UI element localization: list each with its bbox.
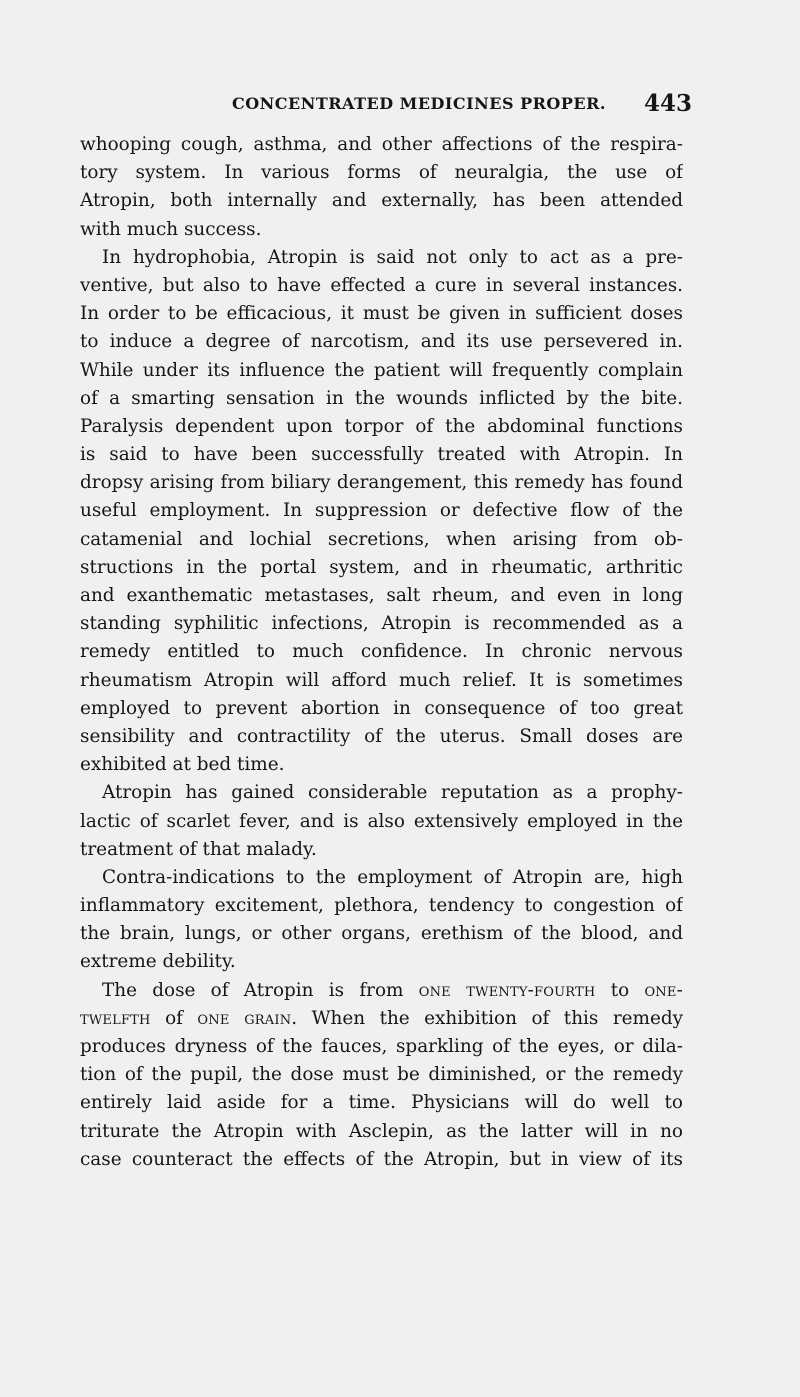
dose-amount: twelfth	[80, 1007, 151, 1029]
text-line: exhibited at bed time.	[80, 754, 285, 776]
text-line: case counteract the effects of the Atropin, but in view of its	[80, 1148, 683, 1170]
text-line: with much success.	[80, 218, 262, 240]
text-line: standing syphilitic infections, Atropin is recommended as a	[80, 613, 683, 635]
text-line: catamenial and lochial secretions, when arising from ob-	[80, 528, 683, 550]
text-line: sensibility and contractility of the uterus. Small doses are	[80, 725, 683, 747]
text-line: Contra-indications to the employment of Atropin are, high	[102, 866, 683, 888]
text-line: dropsy arising from biliary derangement, this remedy has found	[80, 472, 683, 494]
running-head-title: CONCENTRATED MEDICINES PROPER.	[232, 94, 606, 113]
page-number: 443	[644, 90, 693, 117]
dose-prefix: The dose of Atropin is from	[102, 979, 419, 1001]
text-line: inflammatory excitement, plethora, tendency to congestion of	[80, 895, 683, 917]
text-line: Paralysis dependent upon torpor of the abdominal functions	[80, 415, 683, 437]
dose-amount-to: one-	[644, 979, 683, 1001]
text-line: Atropin, both internally and externally, has been attended	[80, 190, 683, 212]
text-line: extreme debility.	[80, 951, 236, 973]
text-line: lactic of scarlet fever, and is also extensively employed in the	[80, 810, 683, 832]
body-text	[80, 131, 683, 1174]
text-line: and exanthematic metastases, salt rheum, and even in long	[80, 585, 683, 606]
text-line: In hydrophobia, Atropin is said not only to act as a pre-	[102, 246, 683, 268]
text-line: ventive, but also to have effected a cure in several instances.	[80, 274, 683, 296]
dose-continuation: . When the exhibition of this remedy	[291, 1007, 683, 1029]
text-line: produces dryness of the fauces, sparkling of the eyes, or dila-	[80, 1036, 683, 1057]
text-line: While under its influence the patient will frequently complain	[80, 359, 683, 381]
text-line: useful employment. In suppression or defective flow of the	[80, 500, 683, 522]
text-line: Atropin has gained considerable reputation as a prophy-	[102, 782, 683, 804]
text-line: tion of the pupil, the dose must be diminished, or the remedy	[80, 1064, 683, 1086]
dose-of: of	[150, 1007, 198, 1029]
running-header	[0, 92, 800, 126]
text-line: is said to have been successfully treated with Atropin. In	[80, 444, 683, 466]
text-line: rheumatism Atropin will afford much relief. It is sometimes	[80, 669, 683, 691]
text-line: In order to be efficacious, it must be given in sufficient doses	[80, 303, 683, 325]
text-line: whooping cough, asthma, and other affections of the respira-	[80, 134, 683, 155]
text-line: entirely laid aside for a time. Physicians will do well to	[80, 1092, 683, 1114]
dose-line	[80, 977, 683, 1005]
text-line: employed to prevent abortion in consequence of too great	[80, 697, 683, 719]
dose-amount-from: one twenty-fourth	[418, 979, 596, 1001]
dose-line-continued	[80, 1005, 683, 1033]
text-line: of a smarting sensation in the wounds inflicted by the bite.	[80, 387, 683, 409]
text-line: tory system. In various forms of neuralgia, the use of	[80, 162, 683, 184]
text-line: structions in the portal system, and in rheumatic, arthritic	[80, 556, 683, 578]
text-line: treatment of that malady.	[80, 838, 317, 860]
dose-middle: to	[595, 979, 645, 1001]
text-line: triturate the Atropin with Asclepin, as the latter will in no	[80, 1120, 683, 1142]
text-line: the brain, lungs, or other organs, erethism of the blood, and	[80, 923, 683, 945]
text-line: to induce a degree of narcotism, and its use persevered in.	[80, 331, 683, 353]
dose-unit: one grain	[197, 1007, 292, 1029]
text-line: remedy entitled to much confidence. In chronic nervous	[80, 641, 683, 663]
